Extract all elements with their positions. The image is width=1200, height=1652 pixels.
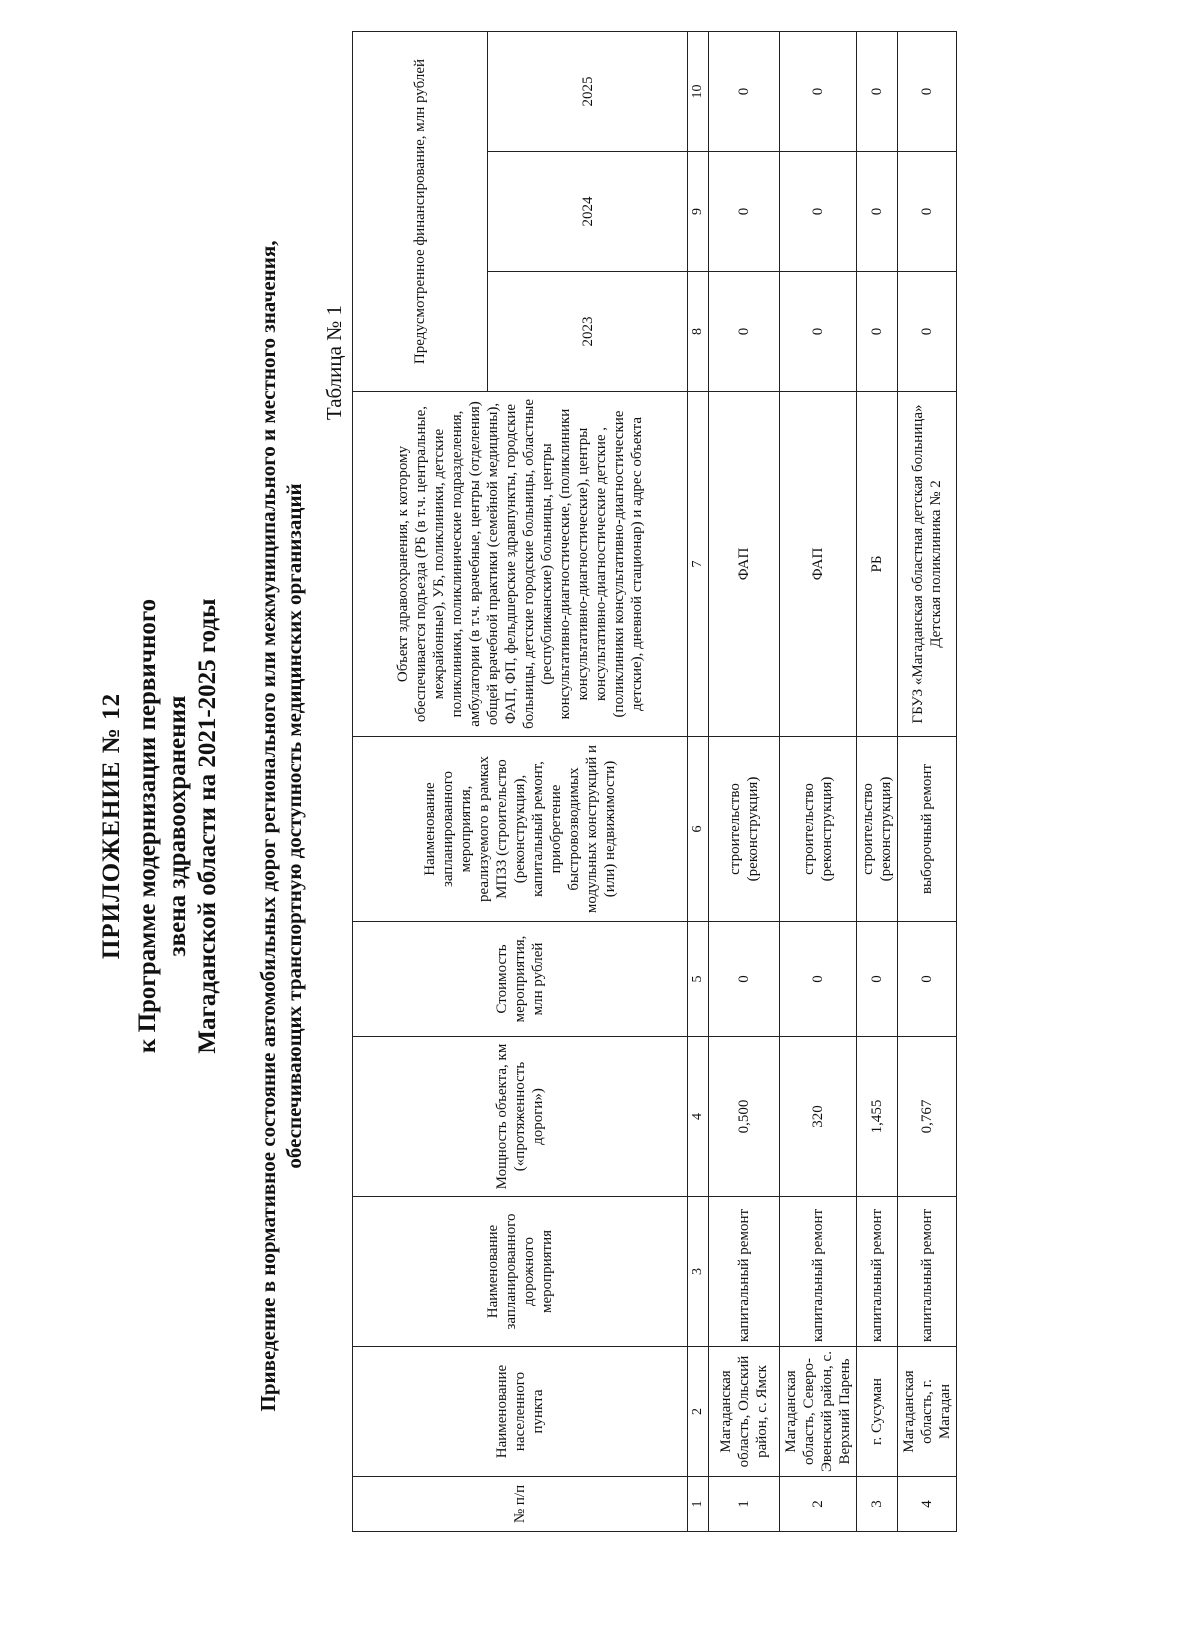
header-year-2025: 2025 bbox=[488, 32, 688, 152]
row-2024: 0 bbox=[898, 152, 957, 272]
header-num: № п/п bbox=[353, 1477, 688, 1532]
row-settlement: г. Сусуман bbox=[857, 1347, 898, 1477]
row-health-event: выборочный ремонт bbox=[898, 737, 957, 922]
row-facility: РБ bbox=[857, 392, 898, 737]
row-facility: ФАП bbox=[780, 392, 857, 737]
table-row bbox=[857, 32, 898, 1532]
column-number: 2 bbox=[688, 1347, 709, 1477]
row-road-event: капитальный ремонт bbox=[709, 1197, 780, 1347]
row-num: 3 bbox=[857, 1477, 898, 1532]
row-2023: 0 bbox=[780, 272, 857, 392]
row-2025: 0 bbox=[780, 32, 857, 152]
row-num: 4 bbox=[898, 1477, 957, 1532]
row-2024: 0 bbox=[709, 152, 780, 272]
row-2023: 0 bbox=[709, 272, 780, 392]
row-road-event: капитальный ремонт bbox=[857, 1197, 898, 1347]
row-length: 0,767 bbox=[898, 1037, 957, 1197]
header-financing: Предусмотренное финансирование, млн рублей bbox=[353, 32, 488, 392]
row-length: 320 bbox=[780, 1037, 857, 1197]
column-number: 6 bbox=[688, 737, 709, 922]
row-facility: ФАП bbox=[709, 392, 780, 737]
row-2025: 0 bbox=[709, 32, 780, 152]
row-settlement: Магаданская область, Ольский район, с. Ямск bbox=[709, 1347, 780, 1477]
column-number-row bbox=[688, 32, 709, 1532]
row-length: 1,455 bbox=[857, 1037, 898, 1197]
row-2025: 0 bbox=[898, 32, 957, 152]
header-road-event: Наименование запланированного дорожного мероприятия bbox=[353, 1197, 688, 1347]
table-number: Таблица № 1 bbox=[322, 305, 346, 421]
row-cost: 0 bbox=[898, 922, 957, 1037]
row-cost: 0 bbox=[857, 922, 898, 1037]
row-cost: 0 bbox=[780, 922, 857, 1037]
row-settlement: Магаданская область, г. Магадан bbox=[898, 1347, 957, 1477]
column-number: 7 bbox=[688, 392, 709, 737]
table-header-row bbox=[353, 32, 488, 1532]
column-number: 8 bbox=[688, 272, 709, 392]
row-settlement: Магаданская область, Северо-Эвенский район, с. Верхний Парень bbox=[780, 1347, 857, 1477]
row-road-event: капитальный ремонт bbox=[780, 1197, 857, 1347]
row-health-event: строительство (реконструкция) bbox=[709, 737, 780, 922]
column-number: 5 bbox=[688, 922, 709, 1037]
row-num: 1 bbox=[709, 1477, 780, 1532]
column-number: 9 bbox=[688, 152, 709, 272]
row-2025: 0 bbox=[857, 32, 898, 152]
heading-line-1: Приведение в нормативное состояние автомобильных дорог регионального или межмуниципального и местного значения, bbox=[256, 240, 280, 1412]
program-subtitle bbox=[133, 0, 223, 1652]
row-health-event: строительство (реконструкция) bbox=[780, 737, 857, 922]
table-row bbox=[898, 32, 957, 1532]
section-heading bbox=[255, 0, 307, 1652]
row-cost: 0 bbox=[709, 922, 780, 1037]
row-2023: 0 bbox=[857, 272, 898, 392]
road-modernization-table bbox=[352, 31, 957, 1532]
appendix-title: ПРИЛОЖЕНИЕ № 12 bbox=[98, 692, 125, 960]
header-year-2024: 2024 bbox=[488, 152, 688, 272]
row-road-event: капитальный ремонт bbox=[898, 1197, 957, 1347]
table-row bbox=[709, 32, 780, 1532]
row-health-event: строительство (реконструкция) bbox=[857, 737, 898, 922]
subtitle-line-3: Магаданской области на 2021-2025 годы bbox=[194, 598, 221, 1054]
row-length: 0,500 bbox=[709, 1037, 780, 1197]
header-year-2023: 2023 bbox=[488, 272, 688, 392]
row-facility: ГБУЗ «Магаданская областная детская больница» Детская поликлиника № 2 bbox=[898, 392, 957, 737]
row-num: 2 bbox=[780, 1477, 857, 1532]
header-facility: Объект здравоохранения, к которому обеспечивается подъезда (РБ (в т.ч. центральные, межрайонные), УБ, поликлиники, детские поликлиники, поликлинические подразделения, амбулатории (в т.ч. врачебные, центры (отделения) общей врачебной практики (семейной медицины), ФАП, ФП, фельдшерские здравпункты, городские больницы, детские городские больницы, областные (республиканские) больницы, центры консультативно-диагностические, (поликлиники консультативно-диагностические), центры консультативно-диагностические детские , (поликлиники консультативно-диагностические детские), дневной стационар) и адрес объекта bbox=[353, 392, 688, 737]
header-length: Мощность объекта, км («протяженность дороги») bbox=[353, 1037, 688, 1197]
subtitle-line-1: к Программе модернизации первичного bbox=[134, 598, 161, 1054]
subtitle-line-2: звена здравоохранения bbox=[164, 695, 191, 957]
header-health-event: Наименование запланированного мероприятия, реализуемого в рамках МПЗЗ (строительство (реконструкция), капитальный ремонт, приобретение быстровозводимых модульных конструкций и (или) недвижимости) bbox=[353, 737, 688, 922]
heading-line-2: обеспечивающих транспортную доступность медицинских организаций bbox=[282, 483, 306, 1169]
table-row bbox=[780, 32, 857, 1532]
column-number: 1 bbox=[688, 1477, 709, 1532]
column-number: 10 bbox=[688, 32, 709, 152]
row-2024: 0 bbox=[780, 152, 857, 272]
row-2023: 0 bbox=[898, 272, 957, 392]
header-cost: Стоимость мероприятия, млн рублей bbox=[353, 922, 688, 1037]
row-2024: 0 bbox=[857, 152, 898, 272]
column-number: 3 bbox=[688, 1197, 709, 1347]
header-settlement: Наименование населенного пункта bbox=[353, 1347, 688, 1477]
column-number: 4 bbox=[688, 1037, 709, 1197]
